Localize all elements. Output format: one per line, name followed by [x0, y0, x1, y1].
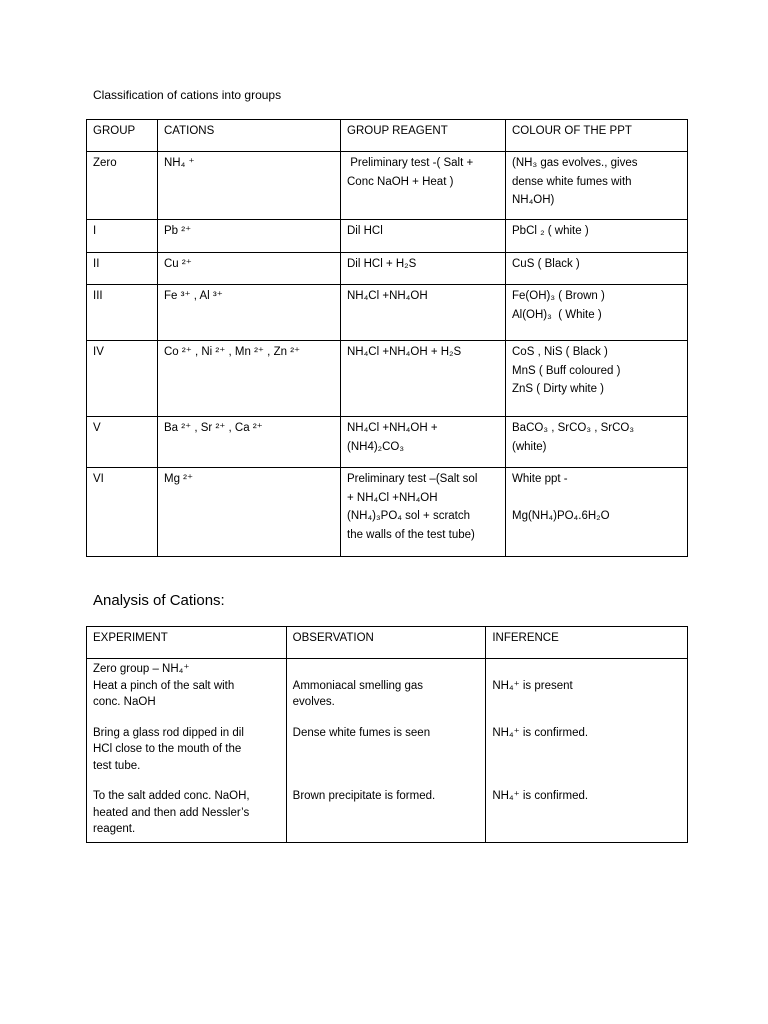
colour-line: BaCO₃ , SrCO₃ , SrCO₃ [512, 422, 635, 434]
colour-line: PbCl ₂ ( white ) [512, 225, 589, 237]
reagent-line: Preliminary test –(Salt sol [347, 473, 478, 485]
experiment-line: reagent. [93, 823, 136, 835]
observation-cell [286, 659, 486, 843]
observation-line: Dense white fumes is seen [292, 726, 431, 739]
inference-line: NH₄⁺ is present [492, 679, 573, 692]
colour-line: CuS ( Black ) [512, 258, 580, 270]
experiment-line: To the salt added conc. NaOH, [93, 790, 250, 802]
colour-line: (NH₃ gas evolves., gives [512, 157, 638, 169]
group-cell: III [87, 285, 158, 341]
group-cell: VI [87, 468, 158, 557]
inference-line: NH₄⁺ is confirmed. [492, 790, 589, 802]
header-observation: OBSERVATION [286, 627, 486, 659]
table-row [87, 341, 688, 417]
header-cations: CATIONS [158, 120, 341, 152]
table-row [87, 152, 688, 220]
observation-line: Ammoniacal smelling gas [292, 679, 424, 692]
reagent-line: Preliminary test -( Salt + [347, 157, 474, 169]
observation-line [293, 821, 480, 838]
experiment-line: Bring a glass rod dipped in dil [93, 726, 244, 739]
colour-cell [506, 468, 688, 557]
header-inference: INFERENCE [486, 627, 688, 659]
zero-group-label: Zero group – NH₄⁺ [93, 663, 190, 675]
reagent-line: NH₄Cl +NH₄OH + [347, 422, 438, 434]
cation-groups-table [86, 119, 688, 557]
colour-line: CoS , NiS ( Black ) [512, 346, 608, 358]
reagent-cell [341, 285, 506, 341]
analysis-table [86, 626, 688, 843]
colour-cell [506, 341, 688, 417]
experiment-line: Heat a pinch of the salt with [93, 679, 235, 692]
table-row [87, 285, 688, 341]
experiment-line: HCl close to the mouth of the [93, 743, 242, 755]
experiment-cell [87, 659, 287, 843]
table-header-row [87, 120, 688, 152]
reagent-cell [341, 220, 506, 253]
colour-line: MnS ( Buff coloured ) [512, 364, 621, 377]
header-group: GROUP [87, 120, 158, 152]
header-group-reagent: GROUP REAGENT [341, 120, 506, 152]
observation-line [293, 805, 480, 822]
group-cell: Zero [87, 152, 158, 220]
inference-line [492, 694, 681, 711]
cations-cell: Pb ²⁺ [158, 220, 341, 253]
reagent-line: Dil HCl + H₂S [347, 258, 417, 270]
inference-line [492, 821, 681, 838]
experiment-line: conc. NaOH [93, 696, 156, 708]
cations-cell: NH₄ ⁺ [158, 152, 341, 220]
colour-line: ZnS ( Dirty white ) [512, 383, 605, 395]
group-cell: V [87, 417, 158, 468]
reagent-line: NH₄Cl +NH₄OH + H₂S [347, 346, 462, 358]
observation-line [293, 741, 480, 758]
inference-cell [486, 659, 688, 843]
reagent-line: (NH4)₂CO₃ [347, 440, 405, 453]
colour-line: Fe(OH)₃ ( Brown ) [512, 290, 605, 302]
experiment-line: heated and then add Nessler’s [93, 806, 250, 819]
header-experiment: EXPERIMENT [87, 627, 287, 659]
inference-line: NH₄⁺ is confirmed. [492, 726, 589, 739]
colour-line [512, 489, 681, 508]
cations-cell: Cu ²⁺ [158, 253, 341, 285]
reagent-line: Dil HCl [347, 225, 383, 237]
cations-cell: Co ²⁺ , Ni ²⁺ , Mn ²⁺ , Zn ²⁺ [158, 341, 341, 417]
observation-line: evolves. [292, 696, 335, 708]
colour-line: (white) [512, 440, 547, 453]
inference-line [492, 758, 681, 775]
reagent-line: NH₄Cl +NH₄OH [347, 290, 428, 302]
group-cell: II [87, 253, 158, 285]
reagent-cell [341, 417, 506, 468]
colour-line: Al(OH)₃ ( White ) [512, 308, 602, 321]
colour-cell [506, 417, 688, 468]
colour-cell [506, 220, 688, 253]
header-colour-ppt: COLOUR OF THE PPT [506, 120, 688, 152]
colour-cell [506, 253, 688, 285]
colour-line: dense white fumes with [512, 175, 632, 188]
reagent-line: the walls of the test tube) [347, 528, 475, 541]
colour-line: White ppt - [512, 473, 568, 485]
reagent-line: + NH₄Cl +NH₄OH [347, 491, 438, 504]
reagent-cell [341, 152, 506, 220]
colour-cell [506, 285, 688, 341]
cations-cell: Fe ³⁺ , Al ³⁺ [158, 285, 341, 341]
table-row [87, 468, 688, 557]
inference-line [492, 805, 681, 822]
table-header-row [87, 627, 688, 659]
table-row [87, 253, 688, 285]
table-row [87, 417, 688, 468]
cations-cell: Ba ²⁺ , Sr ²⁺ , Ca ²⁺ [158, 417, 341, 468]
reagent-cell [341, 253, 506, 285]
observation-line: Brown precipitate is formed. [292, 790, 436, 802]
reagent-line: (NH₄)₃PO₄ sol + scratch [347, 510, 471, 522]
colour-cell [506, 152, 688, 220]
groups-heading: Classification of cations into groups [93, 88, 282, 102]
reagent-cell [341, 341, 506, 417]
observation-line [293, 758, 480, 775]
table-row [87, 220, 688, 253]
group-cell: IV [87, 341, 158, 417]
experiment-line: test tube. [93, 759, 141, 772]
cations-cell: Mg ²⁺ [158, 468, 341, 557]
colour-line: NH₄OH) [512, 194, 555, 206]
colour-line: Mg(NH₄)PO₄.6H₂O [512, 510, 610, 522]
group-cell: I [87, 220, 158, 253]
analysis-heading: Analysis of Cations: [93, 592, 225, 609]
reagent-cell [341, 468, 506, 557]
inference-line [492, 741, 681, 758]
table-row [87, 659, 688, 843]
reagent-line: Conc NaOH + Heat ) [347, 175, 454, 188]
